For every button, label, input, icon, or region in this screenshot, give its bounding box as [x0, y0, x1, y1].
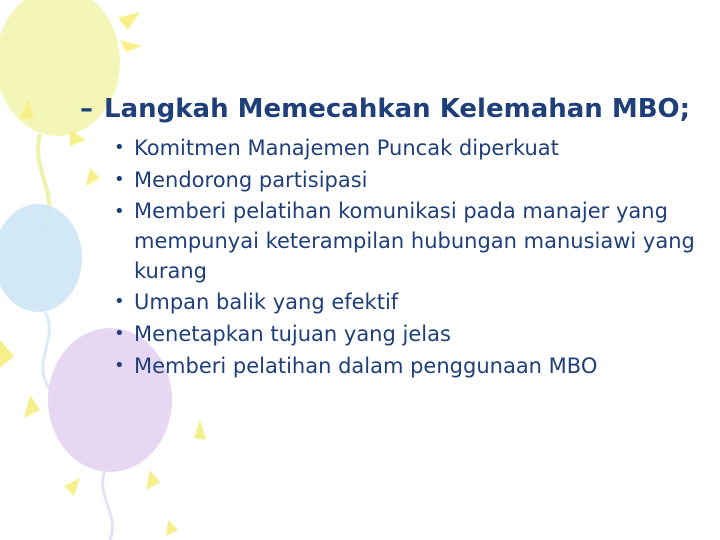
streamer-9 [146, 470, 160, 490]
bullet-item [114, 318, 700, 350]
blue-balloon [0, 204, 82, 312]
bullet-item [114, 196, 700, 286]
streamer-2 [120, 40, 142, 52]
streamer-10 [194, 420, 206, 440]
bullet-item [114, 350, 700, 382]
bullet-dot: • [114, 291, 125, 312]
bullet-text: Memberi pelatihan dalam penggunaan MBO [134, 354, 598, 378]
slide-content [80, 92, 700, 382]
purple-balloon-string [103, 470, 113, 540]
bullet-dot: • [114, 137, 125, 158]
bullet-item [114, 164, 700, 196]
bullet-item [114, 132, 700, 164]
streamer-7 [24, 395, 40, 418]
blue-balloon-string [43, 312, 50, 390]
heading-text: Langkah Memecahkan Kelemahan MBO; [104, 94, 691, 124]
streamer-11 [166, 520, 178, 536]
bullet-dot: • [114, 201, 125, 222]
bullet-text: Komitmen Manajemen Puncak diperkuat [134, 136, 559, 160]
streamer-1 [118, 12, 140, 30]
bullet-text: Menetapkan tujuan yang jelas [134, 322, 451, 346]
bullet-text: Mendorong partisipasi [134, 168, 368, 192]
streamer-8 [64, 478, 80, 496]
bullet-text: Umpan balik yang efektif [134, 290, 399, 314]
bullet-dot: • [114, 169, 125, 190]
bullet-item [114, 286, 700, 318]
bullet-dot: • [114, 323, 125, 344]
slide-heading [80, 92, 700, 126]
bullet-text: Memberi pelatihan komunikasi pada manajer yang mempunyai keterampilan hubungan manusiawi yang kurang [134, 199, 695, 283]
bullet-list [114, 132, 700, 382]
bullet-dot: • [114, 355, 125, 376]
streamer-6 [0, 340, 14, 368]
heading-dash-marker: – [80, 94, 93, 124]
